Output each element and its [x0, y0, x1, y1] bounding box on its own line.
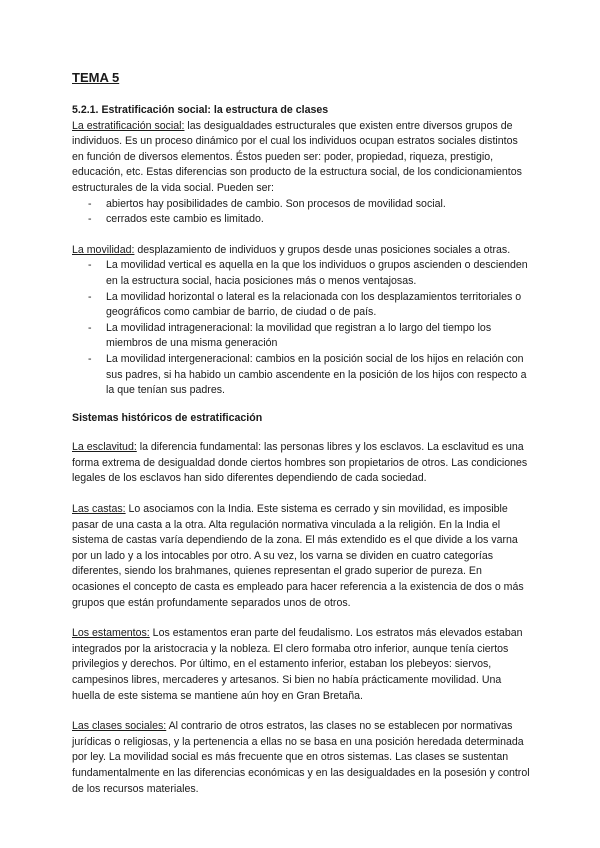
stratification-term: La estratificación social: [72, 119, 185, 132]
stratification-text: las desigualdades estructurales que existen entre diversos grupos de individuos. Es un proceso dinámico por el cual los individuos ocupan estratos sociales distintos en función de diversos elementos. Éstos pueden ser: poder, propiedad, riqueza, prestigio, educación, etc. Estas diferencias son producto de la estructura social, de los condicionamientos estructurales de la vida social. Pueden ser: [72, 119, 522, 194]
stratification-list [72, 197, 530, 228]
list-item: - abiertos hay posibilidades de cambio. Son procesos de movilidad social. [106, 197, 530, 213]
list-item: - La movilidad intrageneracional: la movilidad que registran a lo largo del tiempo los miembros de una misma generación [88, 321, 492, 350]
classes-text: Al contrario de otros estratos, las clases no se establecen por normativas jurídicas o religiosas, y la pertenencia a ellas no se basa en una posición heredada determinada por ley. La movilidad social es más frecuente que en otros sistemas. Las clases se sustentan fundamentalmente en las diferencias económicas y en las desigualdades en la posesión y control de los recursos materiales. [72, 720, 530, 795]
bullet-dash: - [88, 213, 92, 226]
bullet-dash: - [88, 352, 92, 365]
estates-term: Los estamentos: [72, 627, 150, 640]
bullet-dash: - [88, 197, 92, 210]
castes-text: Lo asociamos con la India. Este sistema es cerrado y sin movilidad, es imposible pasar de una casta a la otra. Alta regulación normativa vinculada a la religión. En la India el sistema de castas varía dependiendo de la zona. El más extendido es el que divide a los varna por un lado y a los intocables por otro. A su vez, los varna se dividen en cuatro categorías diferentes, siendo los brahmanes, quienes representan el grado superior de pureza. En ocasiones el concepto de casta es empleado para hacer referencia a la existencia de dos o más grupos que están profundamente separados unos de otros. [72, 503, 524, 609]
bullet-dash: - [88, 321, 92, 334]
list-item: - La movilidad intergeneracional: cambios en la posición social de los hijos en relación con sus padres, si ha habido un cambio ascendente en la posición de los hijos con respecto a la que tenían sus padres. [88, 352, 527, 397]
stratification-paragraph [72, 119, 530, 197]
estates-text: Los estamentos eran parte del feudalismo. Los estratos más elevados estaban integrados por la aristocracia y la nobleza. El clero formaba otro inferior, aunque tenía ciertos privilegios y derechos. Por último, en el estamento inferior, estaban los plebeyos: siervos, campesinos libres, mercaderes y artesanos. Si bien no había prácticamente movilidad. Una huella de este sistema se mantiene aún hoy en Gran Bretaña. [72, 627, 523, 702]
list-item: - La movilidad horizontal o lateral es la relacionada con los desplazamientos territoriales o geográficos como cambiar de barrio, de ciudad o de país. [88, 290, 522, 319]
castes-term: Las castas: [72, 503, 126, 516]
mobility-list [72, 258, 530, 398]
slavery-text: la diferencia fundamental: las personas libres y los esclavos. La esclavitud es una forma extrema de desigualdad donde ciertos hombres son propietarios de otros. Las condiciones legales de los esclavos han sido diferentes dependiendo de cada sociedad. [72, 441, 528, 485]
classes-term: Las clases sociales: [72, 720, 167, 733]
mobility-text: desplazamiento de individuos y grupos desde unas posiciones sociales a otras. [134, 243, 511, 256]
list-item: - La movilidad vertical es aquella en la que los individuos o grupos ascienden o descienden en la estructura social, hacia posiciones más o menos ventajosas. [88, 259, 528, 287]
section-heading: 5.2.1. Estratificación social: la estructura de clases [72, 104, 329, 116]
castes-paragraph [72, 502, 530, 611]
bullet-dash: - [88, 290, 92, 303]
estates-paragraph [72, 626, 530, 704]
page-title: TEMA 5 [72, 70, 120, 85]
bullet-dash: - [88, 259, 92, 272]
mobility-paragraph [72, 243, 530, 259]
slavery-paragraph [72, 440, 530, 487]
classes-paragraph [72, 719, 530, 797]
mobility-term: La movilidad: [72, 243, 135, 256]
slavery-term: La esclavitud: [72, 441, 137, 454]
list-item: - cerrados este cambio es limitado. [106, 212, 530, 228]
historical-heading: Sistemas históricos de estratificación [72, 411, 263, 424]
